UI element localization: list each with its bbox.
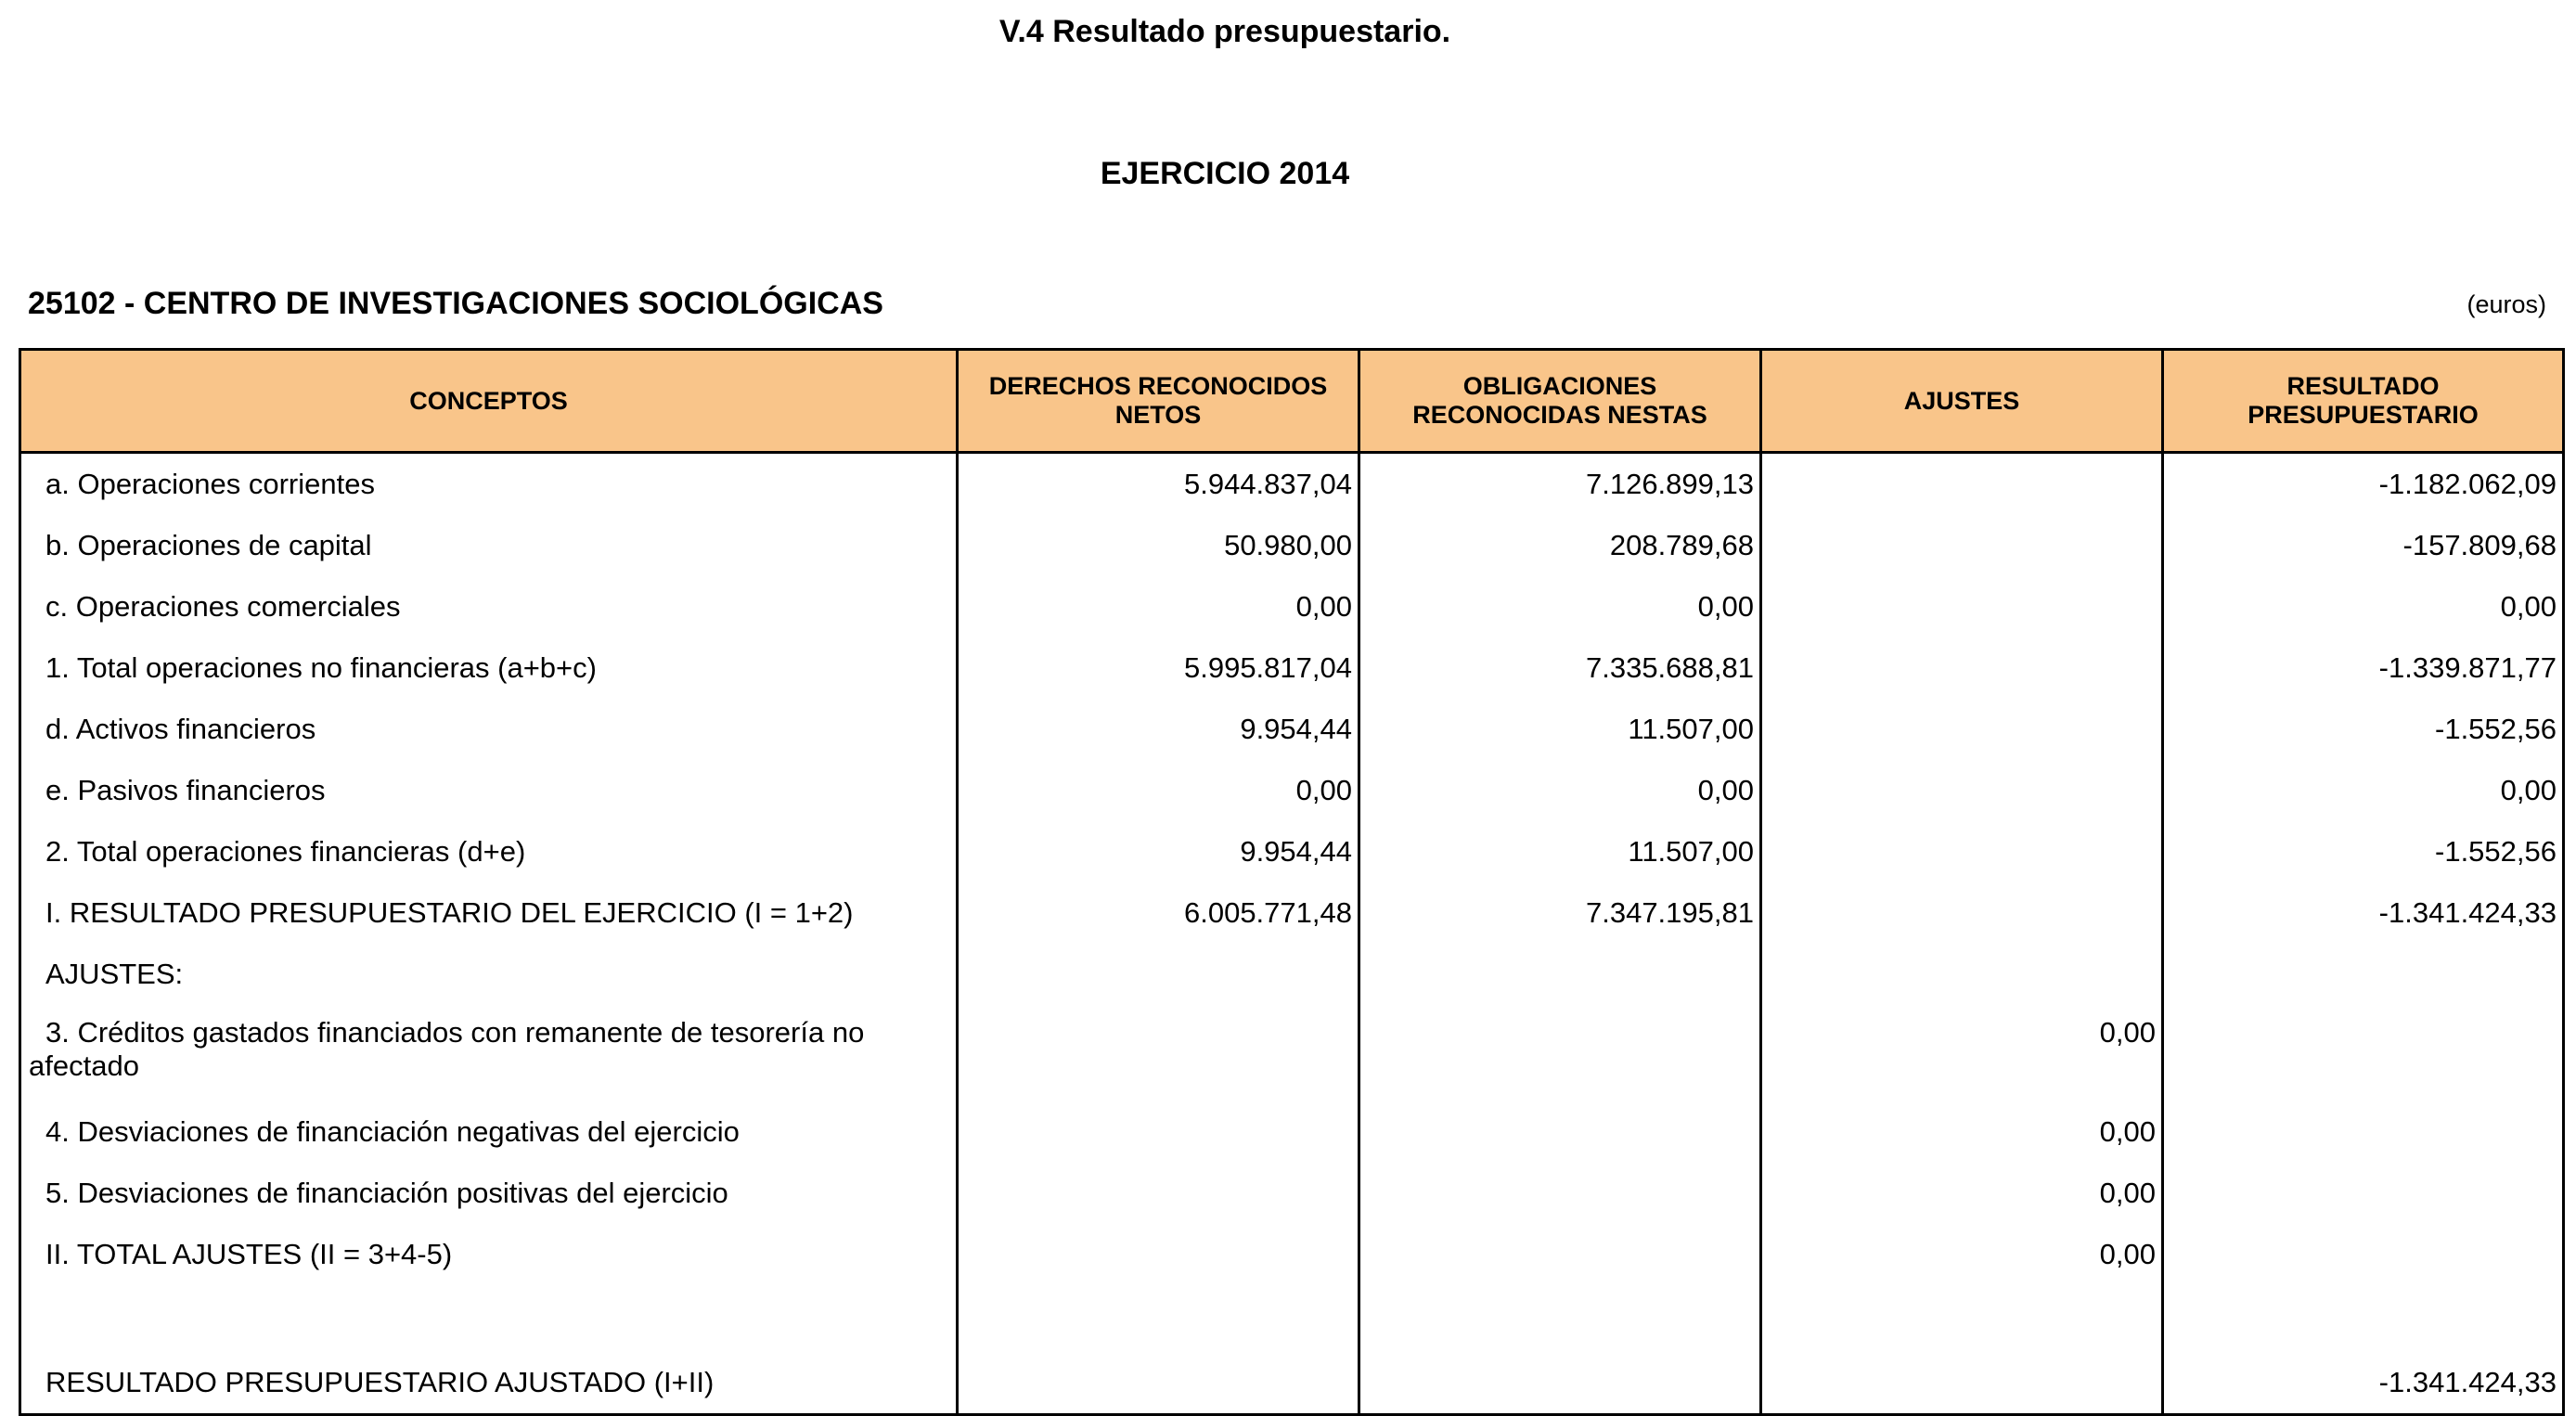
header-conceptos: CONCEPTOS (20, 350, 958, 453)
table-row-spacer (20, 1285, 2564, 1352)
cell-resultado: -1.339.871,77 (2163, 637, 2564, 699)
cell-derechos: 5.995.817,04 (958, 637, 1359, 699)
entity-title: 25102 - CENTRO DE INVESTIGACIONES SOCIOLÓGICAS (28, 286, 883, 321)
cell-concepto: I. RESULTADO PRESUPUESTARIO DEL EJERCICIO (I = 1+2) (20, 882, 958, 944)
cell-concepto: c. Operaciones comerciales (20, 576, 958, 637)
cell-resultado: -1.341.424,33 (2163, 1352, 2564, 1415)
cell-resultado: -157.809,68 (2163, 515, 2564, 576)
page-heading: V.4 Resultado presupuestario. (998, 14, 1451, 49)
cell-concepto: 5. Desviaciones de financiación positivas del ejercicio (20, 1163, 958, 1224)
table-row (20, 515, 2564, 576)
table-row (20, 576, 2564, 637)
header-derechos: DERECHOS RECONOCIDOS NETOS (958, 350, 1359, 453)
table-row (20, 1005, 2564, 1101)
cell-derechos: 0,00 (958, 760, 1359, 821)
cell-concepto: 1. Total operaciones no financieras (a+b+c) (20, 637, 958, 699)
units-label: (euros) (2467, 290, 2546, 318)
cell-resultado (2163, 944, 2564, 1005)
cell-ajustes (1761, 821, 2163, 882)
cell-ajustes (1761, 1352, 2163, 1415)
cell-ajustes (1761, 699, 2163, 760)
cell-resultado: -1.552,56 (2163, 699, 2564, 760)
cell-concepto (20, 1285, 958, 1352)
cell-derechos: 9.954,44 (958, 821, 1359, 882)
cell-derechos (958, 944, 1359, 1005)
cell-obligaciones (1359, 944, 1761, 1005)
cell-resultado (2163, 1101, 2564, 1163)
cell-concepto: 4. Desviaciones de financiación negativas del ejercicio (20, 1101, 958, 1163)
cell-ajustes (1761, 453, 2163, 516)
cell-obligaciones: 0,00 (1359, 760, 1761, 821)
table-row (20, 637, 2564, 699)
cell-derechos: 5.944.837,04 (958, 453, 1359, 516)
table-row (20, 699, 2564, 760)
cell-derechos: 9.954,44 (958, 699, 1359, 760)
table-row (20, 1101, 2564, 1163)
cell-ajustes: 0,00 (1761, 1224, 2163, 1285)
cell-resultado: -1.552,56 (2163, 821, 2564, 882)
cell-obligaciones: 208.789,68 (1359, 515, 1761, 576)
cell-ajustes (1761, 882, 2163, 944)
cell-concepto: RESULTADO PRESUPUESTARIO AJUSTADO (I+II) (20, 1352, 958, 1415)
header-resultado: RESULTADO PRESUPUESTARIO (2163, 350, 2564, 453)
cell-obligaciones (1359, 1285, 1761, 1352)
table-header-row (20, 350, 2564, 453)
header-ajustes: AJUSTES (1761, 350, 2163, 453)
cell-resultado: 0,00 (2163, 760, 2564, 821)
cell-obligaciones (1359, 1163, 1761, 1224)
table-row (20, 760, 2564, 821)
cell-resultado (2163, 1163, 2564, 1224)
cell-concepto: AJUSTES: (20, 944, 958, 1005)
table-row (20, 1163, 2564, 1224)
exercise-heading: EJERCICIO 2014 (1100, 156, 1350, 191)
cell-obligaciones: 7.126.899,13 (1359, 453, 1761, 516)
cell-derechos (958, 1352, 1359, 1415)
cell-derechos: 0,00 (958, 576, 1359, 637)
cell-derechos (958, 1224, 1359, 1285)
cell-derechos: 6.005.771,48 (958, 882, 1359, 944)
cell-concepto: II. TOTAL AJUSTES (II = 3+4-5) (20, 1224, 958, 1285)
cell-derechos (958, 1163, 1359, 1224)
cell-derechos (958, 1005, 1359, 1101)
cell-resultado (2163, 1224, 2564, 1285)
cell-obligaciones: 7.347.195,81 (1359, 882, 1761, 944)
cell-derechos: 50.980,00 (958, 515, 1359, 576)
table-row-total (20, 1352, 2564, 1415)
cell-obligaciones: 11.507,00 (1359, 699, 1761, 760)
cell-obligaciones (1359, 1224, 1761, 1285)
cell-concepto: 2. Total operaciones financieras (d+e) (20, 821, 958, 882)
budget-result-table (19, 348, 2565, 1416)
cell-ajustes (1761, 760, 2163, 821)
cell-ajustes (1761, 1285, 2163, 1352)
cell-derechos (958, 1101, 1359, 1163)
cell-resultado: -1.341.424,33 (2163, 882, 2564, 944)
cell-obligaciones (1359, 1101, 1761, 1163)
cell-concepto: b. Operaciones de capital (20, 515, 958, 576)
cell-obligaciones: 11.507,00 (1359, 821, 1761, 882)
cell-derechos (958, 1285, 1359, 1352)
cell-resultado (2163, 1285, 2564, 1352)
cell-obligaciones: 0,00 (1359, 576, 1761, 637)
cell-ajustes (1761, 944, 2163, 1005)
table-row (20, 821, 2564, 882)
cell-ajustes: 0,00 (1761, 1101, 2163, 1163)
cell-ajustes: 0,00 (1761, 1005, 2163, 1101)
cell-resultado: -1.182.062,09 (2163, 453, 2564, 516)
table-row (20, 1224, 2564, 1285)
cell-ajustes (1761, 576, 2163, 637)
table-row (20, 944, 2564, 1005)
cell-resultado: 0,00 (2163, 576, 2564, 637)
header-obligaciones: OBLIGACIONES RECONOCIDAS NESTAS (1359, 350, 1761, 453)
cell-ajustes (1761, 515, 2163, 576)
cell-concepto: a. Operaciones corrientes (20, 453, 958, 516)
cell-ajustes (1761, 637, 2163, 699)
cell-resultado (2163, 1005, 2564, 1101)
table-row (20, 453, 2564, 516)
cell-obligaciones: 7.335.688,81 (1359, 637, 1761, 699)
cell-concepto: e. Pasivos financieros (20, 760, 958, 821)
cell-obligaciones (1359, 1005, 1761, 1101)
cell-concepto: d. Activos financieros (20, 699, 958, 760)
cell-obligaciones (1359, 1352, 1761, 1415)
cell-concepto: 3. Créditos gastados financiados con remanente de tesorería no afectado (20, 1005, 958, 1101)
table-row (20, 882, 2564, 944)
cell-ajustes: 0,00 (1761, 1163, 2163, 1224)
